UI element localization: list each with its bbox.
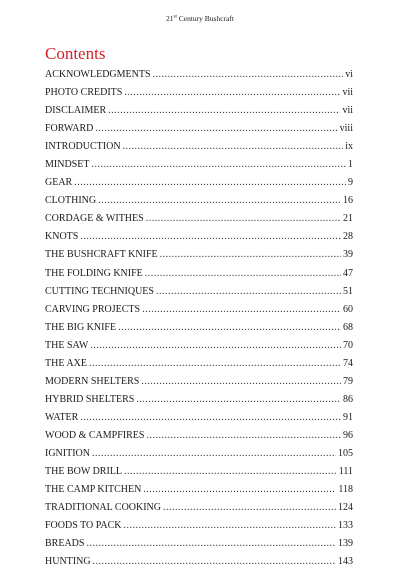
toc-entry-page-number: 124: [338, 502, 353, 514]
toc-entry-label: FORWARD: [45, 123, 94, 135]
toc-entry[interactable]: [45, 427, 353, 445]
toc-entry-label: HYBRID SHELTERS: [45, 393, 135, 405]
dot-leader: [142, 301, 341, 319]
toc-entry-label: CLOTHING: [45, 195, 97, 207]
toc-entry-page-number: 60: [343, 303, 353, 315]
toc-entry-label: CORDAGE & WITHES: [45, 213, 144, 225]
toc-entry[interactable]: [45, 445, 353, 463]
dot-leader: [118, 319, 341, 337]
toc-entry[interactable]: [45, 391, 353, 409]
dot-leader: [136, 391, 341, 409]
toc-entry-page-number: 9: [348, 177, 353, 189]
toc-entry[interactable]: [45, 246, 353, 264]
running-header: [0, 14, 400, 23]
toc-entry[interactable]: [45, 174, 353, 192]
dot-leader: [146, 210, 341, 228]
toc-entry-label: IGNITION: [45, 447, 90, 459]
toc-entry-page-number: 111: [338, 466, 353, 478]
toc-entry-page-number: 133: [338, 520, 353, 532]
toc-entry-label: THE BUSHCRAFT KNIFE: [45, 249, 158, 261]
toc-entry[interactable]: [45, 192, 353, 210]
toc-entry[interactable]: [45, 517, 353, 535]
dot-leader: [124, 84, 340, 102]
toc-entry-label: THE SAW: [45, 339, 89, 351]
toc-entry-label: THE AXE: [45, 357, 87, 369]
toc-entry-page-number: vii: [342, 87, 353, 99]
toc-entry-label: THE FOLDING KNIFE: [45, 267, 143, 279]
dot-leader: [89, 355, 341, 373]
toc-entry-page-number: 86: [343, 393, 353, 405]
toc-entry-page-number: 70: [343, 339, 353, 351]
toc-entry-label: HUNTING: [45, 556, 91, 568]
toc-entry[interactable]: [45, 102, 353, 120]
toc-entry-page-number: vii: [342, 105, 353, 117]
toc-entry[interactable]: [45, 301, 353, 319]
dot-leader: [98, 192, 341, 210]
toc-entry-page-number: 68: [343, 321, 353, 333]
toc-entry-label: DISCLAIMER: [45, 105, 107, 117]
dot-leader: [141, 373, 341, 391]
toc-entry[interactable]: [45, 120, 353, 138]
toc-entry[interactable]: [45, 463, 353, 481]
toc-entry-label: FOODS TO PACK: [45, 520, 122, 532]
toc-entry-label: WOOD & CAMPFIRES: [45, 429, 145, 441]
toc-entry-page-number: 47: [343, 267, 353, 279]
toc-entry-label: WATER: [45, 411, 79, 423]
toc-entry-label: CARVING PROJECTS: [45, 303, 141, 315]
toc-entry-page-number: 105: [338, 447, 353, 459]
toc-entry[interactable]: [45, 373, 353, 391]
toc-entry[interactable]: [45, 210, 353, 228]
toc-entry[interactable]: [45, 283, 353, 301]
toc-entry[interactable]: [45, 156, 353, 174]
dot-leader: [93, 553, 336, 571]
toc-entry-label: THE BOW DRILL: [45, 466, 123, 478]
dot-leader: [143, 481, 336, 499]
toc-entry-page-number: 16: [343, 195, 353, 207]
dot-leader: [74, 174, 346, 192]
dot-leader: [80, 409, 341, 427]
dot-leader: [95, 120, 337, 138]
toc-entry[interactable]: [45, 319, 353, 337]
toc-entry-page-number: 79: [343, 375, 353, 387]
toc-entry-page-number: 96: [343, 429, 353, 441]
toc-entry-label: MODERN SHELTERS: [45, 375, 140, 387]
toc-entry-page-number: 51: [343, 285, 353, 297]
toc-entry-label: PHOTO CREDITS: [45, 87, 123, 99]
toc-entry-label: MINDSET: [45, 159, 90, 171]
toc-entry-label: BREADS: [45, 538, 85, 550]
running-header-superscript: st: [173, 14, 177, 20]
dot-leader: [124, 517, 336, 535]
running-header-prefix: 21: [166, 14, 174, 23]
toc-entry[interactable]: [45, 535, 353, 553]
toc-entry[interactable]: [45, 228, 353, 246]
toc-entry-page-number: 91: [343, 411, 353, 423]
dot-leader: [108, 102, 340, 120]
toc-entry-page-number: vi: [345, 69, 353, 80]
toc-entry[interactable]: [45, 265, 353, 283]
toc-entry[interactable]: [45, 84, 353, 102]
toc-entry-label: THE CAMP KITCHEN: [45, 484, 142, 496]
toc-entry-page-number: 39: [343, 249, 353, 261]
toc-entry-label: GEAR: [45, 177, 73, 189]
dot-leader: [156, 283, 341, 301]
dot-leader: [90, 337, 341, 355]
dot-leader: [160, 246, 341, 264]
toc-entry-label: INTRODUCTION: [45, 141, 121, 153]
toc-entry-label: ACKNOWLEDGMENTS: [45, 69, 151, 80]
toc-entry-page-number: viii: [339, 123, 353, 135]
toc-entry-page-number: 74: [343, 357, 353, 369]
toc-entry[interactable]: [45, 553, 353, 571]
toc-entry-page-number: 28: [343, 231, 353, 243]
contents-heading: Contents: [45, 44, 106, 63]
toc-entry-label: TRADITIONAL COOKING: [45, 502, 162, 514]
toc-entry[interactable]: [45, 337, 353, 355]
dot-leader: [80, 228, 341, 246]
toc-entry-label: KNOTS: [45, 231, 79, 243]
toc-entry[interactable]: [45, 409, 353, 427]
toc-entry-page-number: 118: [338, 484, 353, 496]
running-header-suffix: Century Bushcraft: [176, 14, 234, 23]
dot-leader: [86, 535, 336, 553]
toc-entry[interactable]: [45, 138, 353, 156]
dot-leader: [124, 463, 337, 481]
dot-leader: [146, 427, 341, 445]
toc-entry-page-number: 143: [338, 556, 353, 568]
toc-entry[interactable]: [45, 66, 353, 84]
dot-leader: [153, 66, 344, 84]
toc-entry-page-number: 1: [348, 159, 353, 171]
toc-entry-page-number: 21: [343, 213, 353, 225]
dot-leader: [123, 138, 344, 156]
toc-entry-page-number: ix: [345, 141, 353, 153]
dot-leader: [145, 265, 341, 283]
dot-leader: [92, 445, 336, 463]
toc-entry-page-number: 139: [338, 538, 353, 550]
toc-entry-label: CUTTING TECHNIQUES: [45, 285, 154, 297]
toc-entry[interactable]: [45, 355, 353, 373]
toc-entry[interactable]: [45, 481, 353, 499]
dot-leader: [91, 156, 346, 174]
toc-entry-label: THE BIG KNIFE: [45, 321, 117, 333]
dot-leader: [163, 499, 336, 517]
table-of-contents: [45, 66, 353, 571]
toc-entry[interactable]: [45, 499, 353, 517]
